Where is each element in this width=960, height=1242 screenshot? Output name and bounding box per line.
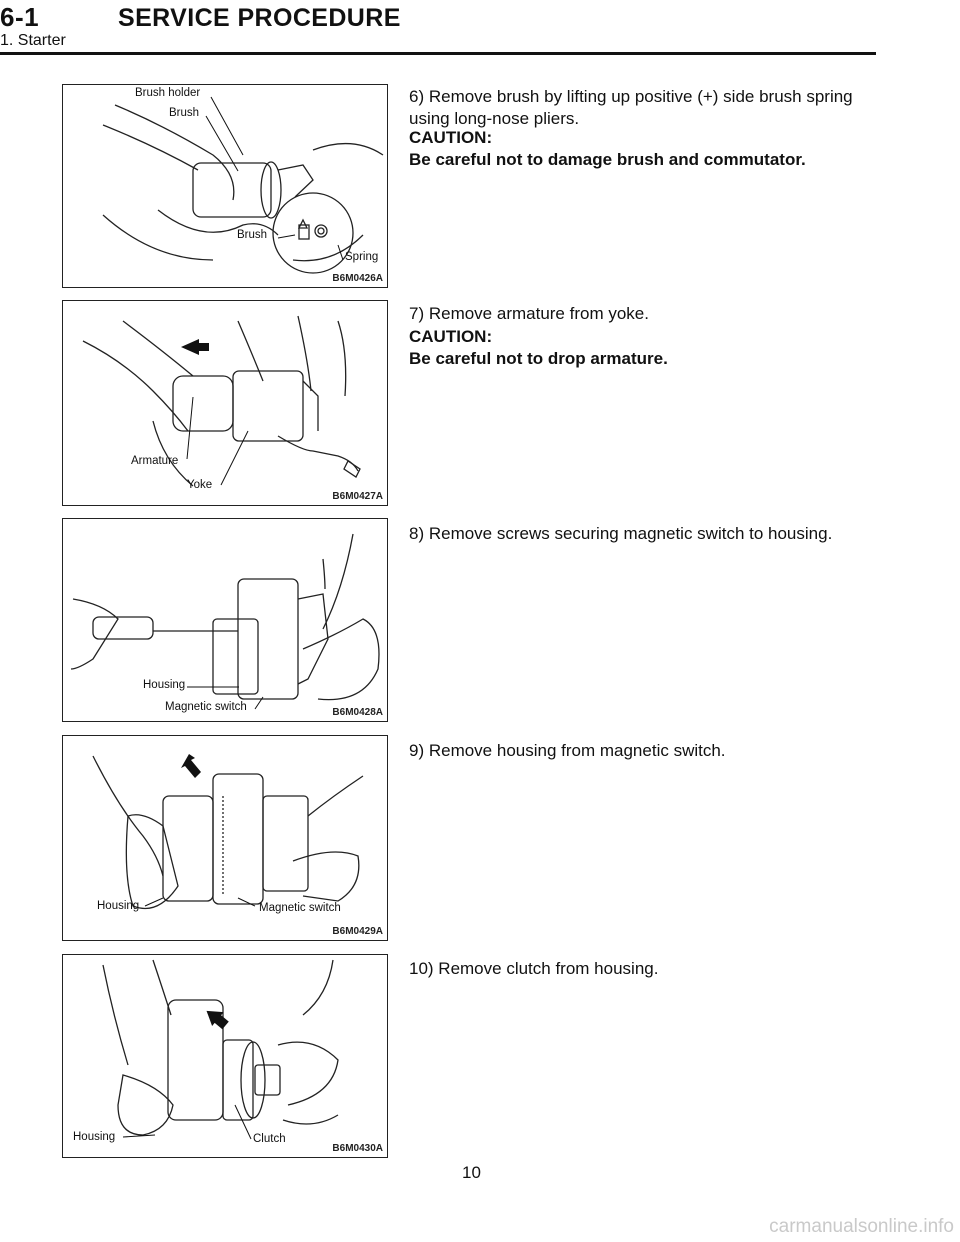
label-yoke: Yoke bbox=[187, 479, 213, 491]
page-number: 10 bbox=[462, 1163, 481, 1182]
armature-removal-illustration bbox=[63, 301, 387, 505]
figure-clutch-removal bbox=[62, 954, 388, 1158]
figure-code: B6M0426A bbox=[332, 273, 383, 284]
clutch-removal-illustration bbox=[63, 955, 387, 1157]
section-title: SERVICE PROCEDURE bbox=[118, 4, 401, 32]
figure-housing-removal bbox=[62, 735, 388, 941]
brush-removal-illustration bbox=[63, 85, 387, 287]
figure-code: B6M0427A bbox=[332, 491, 383, 502]
figure-code: B6M0430A bbox=[332, 1143, 383, 1154]
label-brush-lower: Brush bbox=[237, 229, 268, 241]
label-clutch: Clutch bbox=[253, 1133, 286, 1145]
figure-code: B6M0429A bbox=[332, 926, 383, 937]
subsection-title: 1. Starter bbox=[0, 32, 66, 49]
label-housing: Housing bbox=[73, 1131, 116, 1143]
label-magnetic-switch: Magnetic switch bbox=[165, 701, 247, 713]
step-7-text: 7) Remove armature from yoke. bbox=[409, 304, 649, 323]
step-9-text: 9) Remove housing from magnetic switch. bbox=[409, 741, 726, 760]
step-6-caution-text: Be careful not to damage brush and commutator. bbox=[409, 150, 806, 169]
step-8-text: 8) Remove screws securing magnetic switch to housing. bbox=[409, 524, 833, 543]
label-housing: Housing bbox=[143, 679, 186, 691]
page-header bbox=[0, 0, 960, 60]
section-number: 6-1 bbox=[0, 2, 40, 32]
step-7-caution-text: Be careful not to drop armature. bbox=[409, 349, 668, 368]
step-10-text: 10) Remove clutch from housing. bbox=[409, 959, 659, 978]
label-armature: Armature bbox=[131, 455, 179, 467]
figure-magnetic-switch-screws bbox=[62, 518, 388, 722]
figure-code: B6M0428A bbox=[332, 707, 383, 718]
label-brush-holder: Brush holder bbox=[135, 87, 201, 99]
step-7-caution-heading: CAUTION: bbox=[409, 327, 493, 346]
label-brush: Brush bbox=[169, 107, 200, 119]
figure-brush-removal bbox=[62, 84, 388, 288]
label-magnetic-switch: Magnetic switch bbox=[259, 902, 341, 914]
label-housing: Housing bbox=[97, 900, 140, 912]
magnetic-switch-screws-illustration bbox=[63, 519, 387, 721]
label-spring: Spring bbox=[345, 251, 379, 263]
header-rule bbox=[0, 52, 876, 55]
figure-armature-removal bbox=[62, 300, 388, 506]
step-6-text: 6) Remove brush by lifting up positive (+) side brush spring using long-nose pliers. bbox=[409, 87, 853, 128]
step-6-caution-heading: CAUTION: bbox=[409, 128, 493, 147]
watermark: carmanualsonline.info bbox=[769, 1216, 954, 1237]
